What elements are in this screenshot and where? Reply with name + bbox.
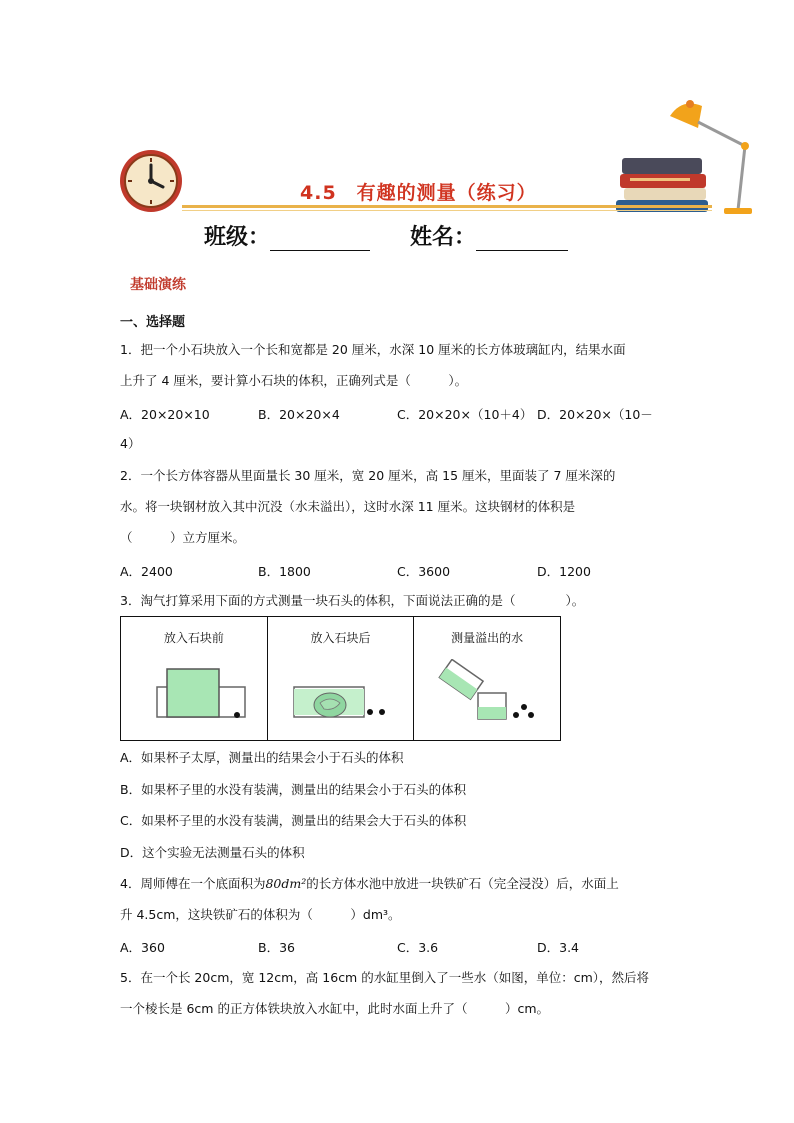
q3-figure-cell-after [268,617,415,740]
q2-line2: 水。将一块钢材放入其中沉没（水未溢出），这时水深 11 厘米。这块钢材的体积是 [120,499,576,514]
q3-option-d: D．这个实验无法测量石头的体积 [120,845,305,860]
q1-option-a: A．20×20×10 [120,407,210,422]
beaker-before-illustration [151,665,261,725]
clock-icon [118,148,184,214]
q4-line1-end: 的长方体水池中放进一块铁矿石（完全浸没）后，水面上 [306,876,619,891]
books-lamp-illustration [610,98,760,218]
q3-caption-before: 放入石块前 [163,631,224,645]
q3-figure-cell-before [121,617,268,740]
q1-option-c: C．20×20×（10＋4） [397,407,533,422]
class-blank[interactable] [270,230,370,251]
beaker-after-illustration [290,665,410,725]
q4-option-b: B．36 [258,940,295,955]
class-field [204,220,370,251]
q5-line1: 5．在一个长 20cm，宽 12cm，高 16cm 的水缸里倒入了一些水（如图，单位：cm），然后将 [120,970,650,985]
q4-option-d: D．3.4 [537,940,580,955]
q2-line3: （ ）立方厘米。 [120,530,246,545]
header-rule [182,205,712,208]
name-blank[interactable] [476,230,568,251]
q3-option-a: A．如果杯子太厚，测量出的结果会小于石头的体积 [120,750,404,765]
q2-line1: 2．一个长方体容器从里面量长 30 厘米，宽 20 厘米，高 15 厘米，里面装了 7 厘米深的 [120,468,616,483]
q1-line2: 上升了 4 厘米，要计算小石块的体积，正确列式是（ ）。 [120,373,468,388]
q3-caption-overflow: 测量溢出的水 [451,631,524,645]
pouring-water-illustration [434,659,554,725]
q3-option-b: B．如果杯子里的水没有装满，测量出的结果会小于石头的体积 [120,782,467,797]
q4-line1-start: 4．周师傅在一个底面积为 [120,876,266,891]
section-heading: 基础演练 [130,277,186,293]
q1-option-d: D．20×20×（10－ [537,407,653,422]
subsection-heading: 一、选择题 [120,315,186,330]
q4-option-a: A．360 [120,940,165,955]
q1-option-b: B．20×20×4 [258,407,340,422]
q2-option-d: D．1200 [537,564,591,579]
q1-line1: 1．把一个小石块放入一个长和宽都是 20 厘米，水深 10 厘米的长方体玻璃缸内，结果水面 [120,342,626,357]
q3-caption-after: 放入石块后 [310,631,371,645]
q3-figure-table [120,616,561,741]
q4-line1 [120,876,619,892]
q1-option-d-wrap: 4） [120,436,141,451]
class-label: 班级： [204,225,271,250]
q3-line1: 3．淘气打算采用下面的方式测量一块石头的体积，下面说法正确的是（ ）。 [120,593,585,608]
q5-line2: 一个棱长是 6cm 的正方体铁块放入水缸中，此时水面上升了（ ）cm。 [120,1001,549,1016]
q4-line2: 升 4.5cm，这块铁矿石的体积为（ ）dm³。 [120,907,401,922]
page-title: 4.5 有趣的测量（练习） [300,182,537,204]
name-field [410,220,568,251]
name-label: 姓名： [410,225,477,250]
q3-option-c: C．如果杯子里的水没有装满，测量出的结果会大于石头的体积 [120,813,467,828]
q4-option-c: C．3.6 [397,940,439,955]
header-rule-thin [182,210,712,211]
q4-area-math: 80dm² [265,876,307,891]
q2-option-b: B．1800 [258,564,311,579]
q2-option-a: A．2400 [120,564,173,579]
q3-figure-cell-overflow [414,617,560,740]
q2-option-c: C．3600 [397,564,451,579]
